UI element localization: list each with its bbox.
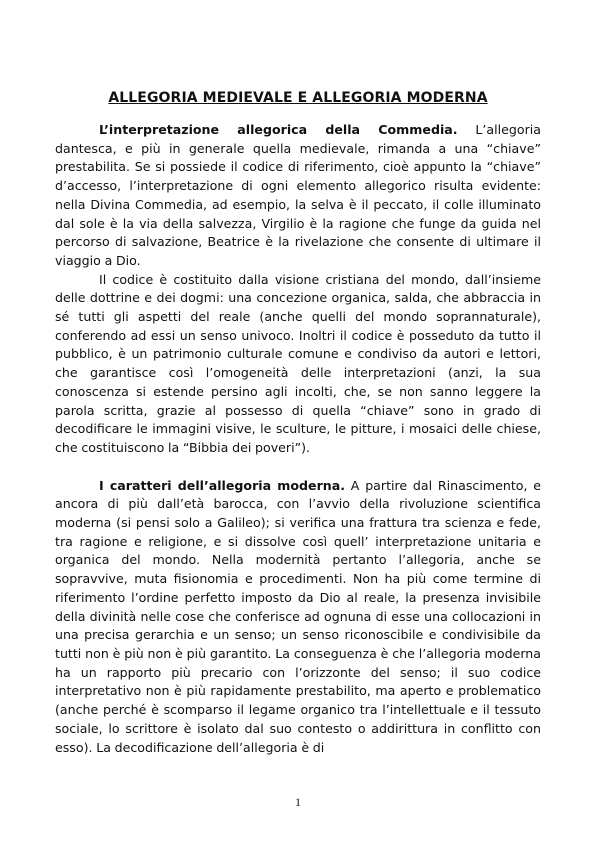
paragraph-lead: I caratteri dell’allegoria moderna.: [99, 477, 346, 493]
paragraph-text: A partire dal Rinascimento, e ancora di più dall’età barocca, con l’avvio della rivoluzione scientifica moderna (si pensi solo a Galileo); si verifica una frattura tra scienza e fede, tra ragione e religione, e si dissolve così quell’ interpretazione unitaria e organica del mondo. Nella modernità pertanto l’allegoria, anche se sopravvive, muta fisionomia e procedimenti. Non ha più come termine di riferimento l’ordine perfetto imposto da Dio al reale, la presenza invisibile della divinità nelle cose che conferisce ad ognuna di esse una collocazioni in una precisa gerarchia e un senso; un senso riconoscibile e condivisibile da tutti non è più non è più garantito. La conseguenza è che l’allegoria moderna ha un rapporto più precario con l’orizzonte del senso; il suo codice interpretativo non è più rapidamente prestabilito, ma aperto e problematico (anche perché è scomparso il legame organico tra l’intellettuale e il tessuto sociale, lo scrittore è isolato dal suo contesto o addirittura in conflitto con esso). La decodificazione dell’allegoria è di: [55, 477, 541, 755]
paragraph-allegoria-moderna: [55, 477, 541, 758]
paragraph-text: Il codice è costituito dalla visione cristiana del mondo, dall’insieme delle dottrine e dei dogmi: una concezione organica, salda, che abbraccia in sé tutti gli aspetti del reale (anche quelli del mondo soprannaturale), conferendo ad essi un senso univoco. Inoltri il codice è posseduto da tutto il pubblico, è un patrimonio culturale comune e condiviso da autori e lettori, che garantisce così l’omogeneità delle interpretazioni (anzi, la sua conoscenza si estende persino agli incolti, che, se non sanno leggere la parola scritta, grazie al possesso di quella “chiave” sono in grado di decodificare le immagini visive, le sculture, le pitture, i mosaici delle chiese, che costituiscono la “Bibbia dei poveri”).: [55, 271, 541, 455]
paragraph-codice: [55, 271, 541, 458]
paragraph-lead: L’interpretazione allegorica della Commedia.: [99, 122, 458, 137]
document-body: [55, 121, 541, 757]
paragraph-text: L’allegoria dantesca, e più in generale quella medievale, rimanda a una “chiave” prestabilita. Se si possiede il codice di riferimento, cioè appunto la “chiave” d’accesso, l’interpretazione di ogni elemento allegorico risulta evidente: nella Divina Commedia, ad esempio, la selva è il peccato, il colle illuminato dal sole è la via della salvezza, Virgilio è la ragione che funge da guida nel percorso di salvazione, Beatrice è la rivelazione che consente di ultimare il viaggio a Dio.: [55, 122, 541, 268]
document-title: ALLEGORIA MEDIEVALE E ALLEGORIA MODERNA: [108, 90, 488, 106]
paragraph-commedia: [55, 121, 541, 271]
page-number: 1: [295, 795, 301, 809]
